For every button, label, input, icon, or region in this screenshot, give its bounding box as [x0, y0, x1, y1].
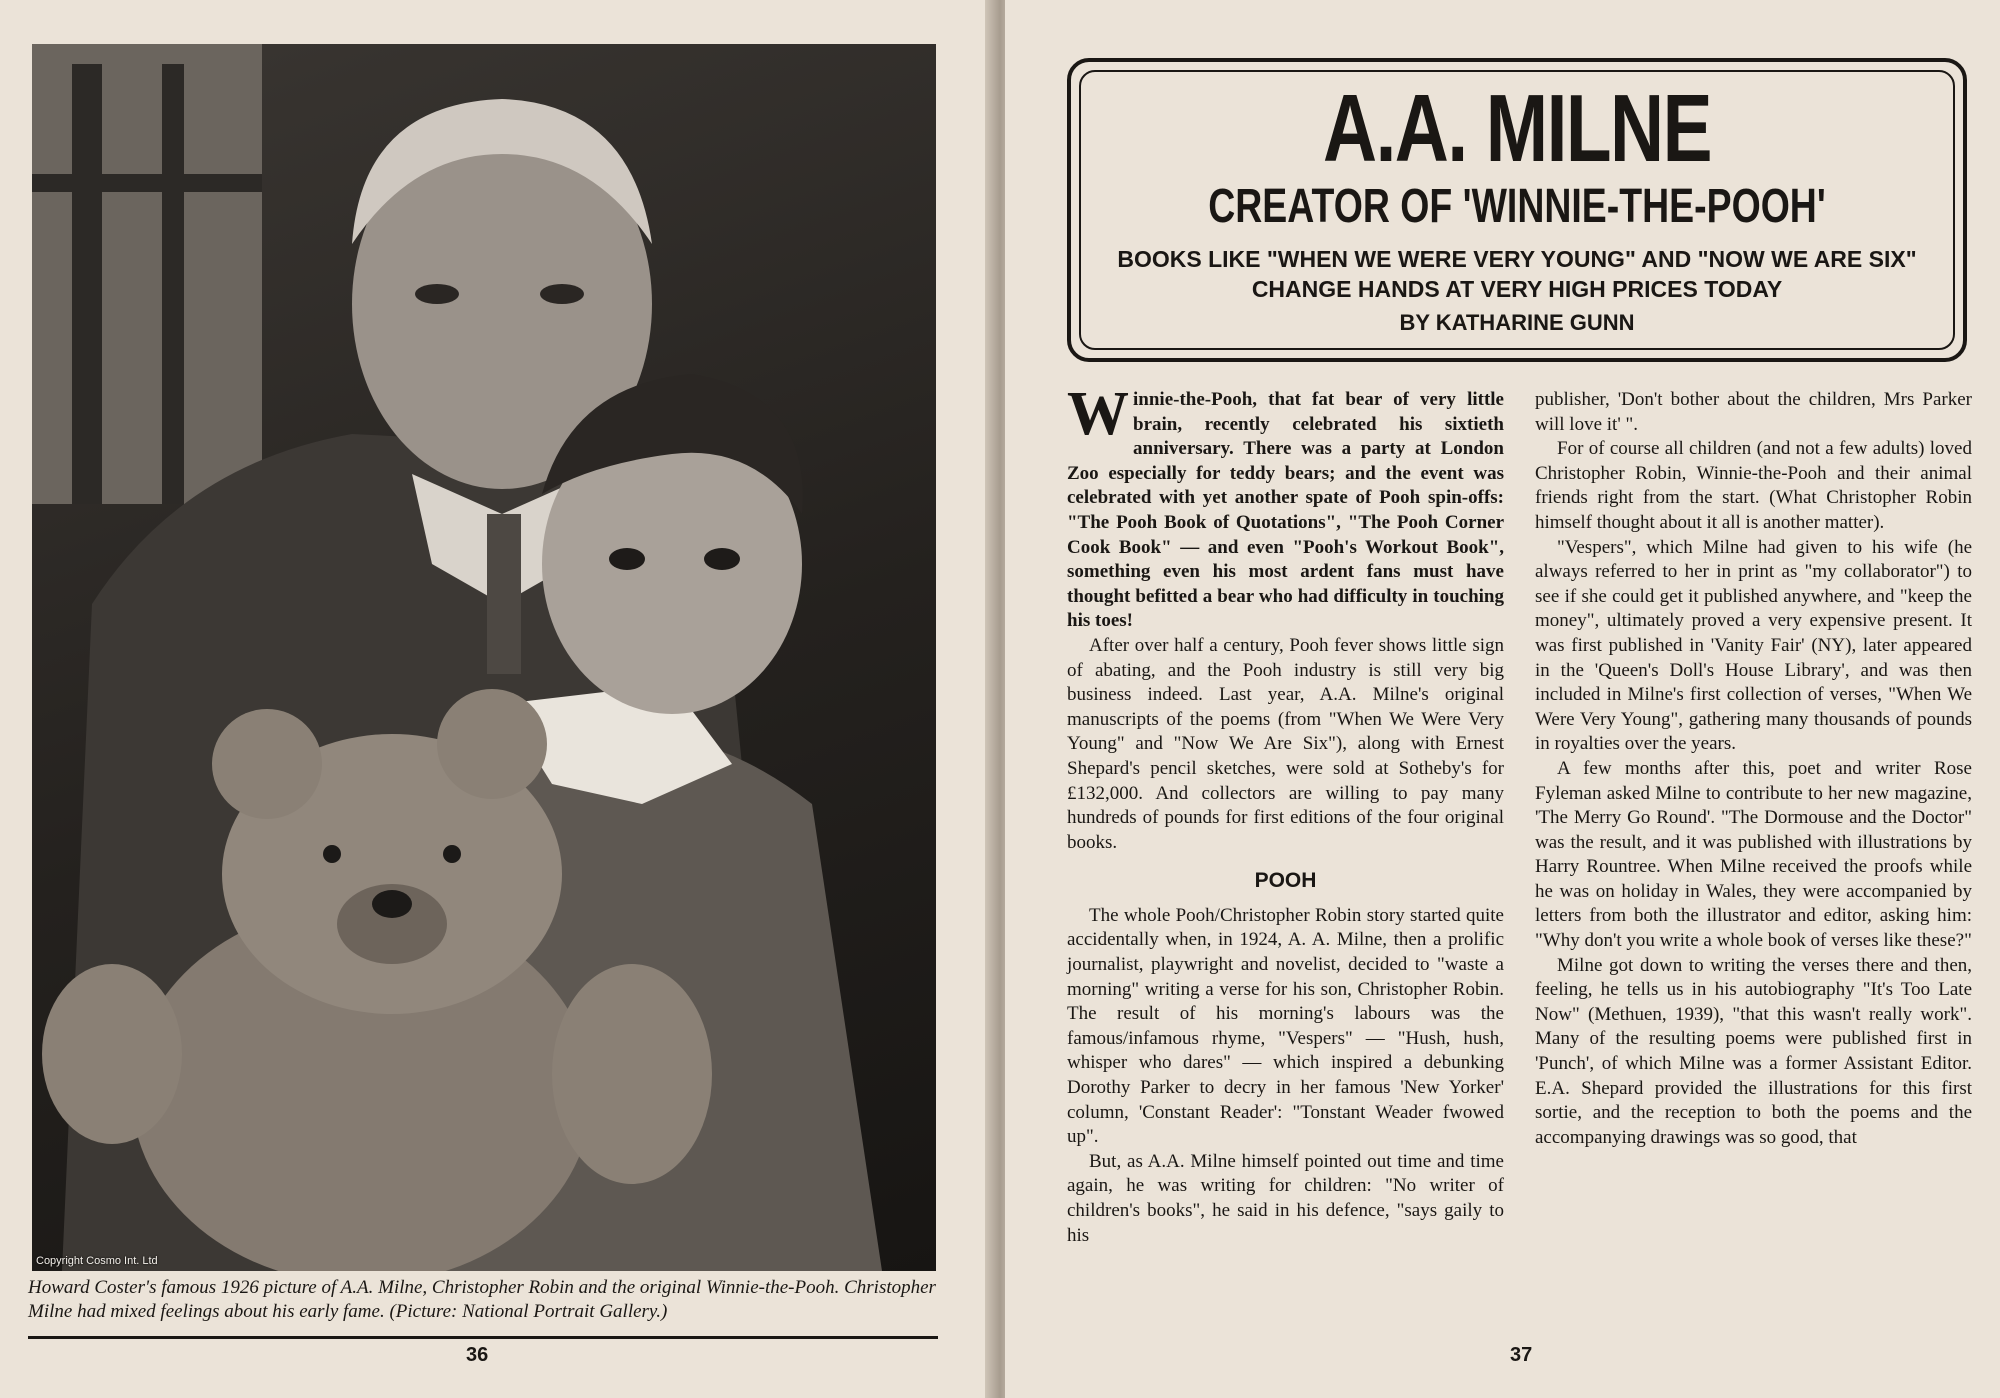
lead-paragraph [1067, 380, 1504, 634]
article-column-1 [1067, 380, 1504, 1248]
paragraph: A few months after this, poet and writer Rose Fyleman asked Milne to contribute to her new magazine, 'The Merry Go Round'. "The Dormouse and the Doctor" was the result, and it was published with illustrations by Harry Rountree. When Milne received the proofs while he was on holiday in Wales, they were accompanied by letters from both the illustrator and editor, asking him: "Why don't you write a whole book of verses like these?" [1535, 757, 1972, 952]
article-title: A.A. MILNE [1323, 75, 1711, 182]
paragraph: "Vespers", which Milne had given to his wife (he always referred to her in print as "my collaborator") to see if she could get it published anywhere, and "keep the money", ultimately proved a very expensive present. It was first published in 'Vanity Fair' (NY), later appeared in the 'Queen's Doll's House Library', and was then included in Milne's first collection of verses, "When We Were Very Young", gathering many thousands of pounds in royalties over the years. [1535, 536, 1972, 755]
section-subhead: POOH [1254, 869, 1317, 893]
left-page [0, 0, 995, 1398]
right-page [1005, 0, 2000, 1398]
article-subtitle: CREATOR OF 'WINNIE-THE-POOH' [1208, 180, 1826, 233]
paragraph: publisher, 'Don't bother about the children, Mrs Parker will love it' ". [1535, 389, 1972, 435]
article-column-2 [1535, 388, 1972, 1150]
heading-box [1067, 58, 1967, 362]
portrait-photo [32, 44, 936, 1271]
paragraph: Milne got down to writing the verses there and then, feeling, he tells us in his autobiography "It's Too Late Now" (Methuen, 1939), "that this wasn't really work". Many of the resulting poems were published first in 'Punch', of which Milne was a former Assistant Editor. E.A. Shepard provided the illustrations for this first sortie, and the reception to both the poems and the accompanying drawings was so good, that [1535, 954, 1972, 1148]
page-number-left: 36 [466, 1344, 489, 1366]
paragraph: After over half a century, Pooh fever shows little sign of abating, and the Pooh industry is still very big business indeed. Last year, A.A. Milne's original manuscripts of the poems (from "When We Were Very Young" and "Now We Are Six"), along with Ernest Shepard's pencil sketches, were sold at Sotheby's for £132,000. And collectors are willing to pay many hundreds of pounds for first editions of the four original books. [1067, 634, 1504, 853]
page-rule [28, 1336, 938, 1339]
lead-text: innie-the-Pooh, that fat bear of very little brain, recently celebrated his sixtieth anniversary. There was a party at London Zoo especially for teddy bears; and the event was celebrated with yet another spate of Pooh spin-offs: "The Pooh Book of Quotations", "The Pooh Corner Cook Book" — and even "Pooh's Workout Book", something even his most ardent fans must have thought befitted a bear who had difficulty in touching his toes! [1067, 389, 1504, 632]
paragraph: For of course all children (and not a few adults) loved Christopher Robin, Winnie-the-Pooh and their animal friends right from the start. (What Christopher Robin himself thought about it all is another matter). [1535, 438, 1972, 533]
byline: BY KATHARINE GUNN [1399, 310, 1635, 335]
drop-cap: W [1067, 380, 1129, 448]
article-deck: BOOKS LIKE "WHEN WE WERE VERY YOUNG" AND "NOW WE ARE SIX" CHANGE HANDS AT VERY HIGH PRICES TODAY [1117, 246, 1917, 302]
copyright-notice: Copyright Cosmo Int. Ltd [36, 1255, 158, 1267]
photo-caption: Howard Coster's famous 1926 picture of A.A. Milne, Christopher Robin and the original Winnie-the-Pooh. Christopher Milne had mixed feelings about his early fame. (Picture: National Portrait Gallery.) [28, 1277, 936, 1322]
photo-illustration [32, 44, 936, 1271]
paragraph: The whole Pooh/Christopher Robin story started quite accidentally when, in 1924, A. A. Milne, then a prolific journalist, playwright and novelist, decided to "waste a morning" writing a verse for his son, Christopher Robin. The result of his morning's labours was the famous/infamous rhyme, "Vespers" — "Hush, hush, whisper who dares" — which inspired a debunking Dorothy Parker to decry in her famous 'New Yorker' column, 'Constant Reader': "Tonstant Weader fwowed up". [1067, 904, 1504, 1148]
paragraph: But, as A.A. Milne himself pointed out time and time again, he was writing for children: "No writer of children's books", he said in his defence, "says gaily to his [1067, 1150, 1504, 1246]
page-number-right: 37 [1510, 1344, 1533, 1366]
